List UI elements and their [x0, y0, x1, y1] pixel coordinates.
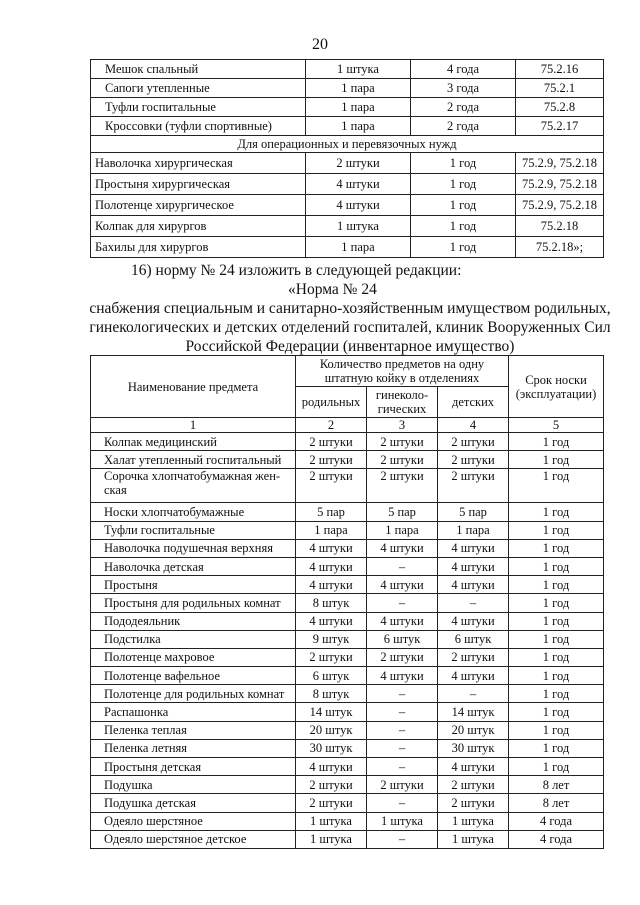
reference-cell: 75.2.1: [516, 79, 604, 98]
gynecology-qty-cell: 5 пар: [367, 503, 438, 521]
item-name-cell: Подушка детская: [91, 794, 296, 812]
table-row: [91, 739, 604, 757]
table-row: [91, 648, 604, 666]
term-cell: 3 года: [411, 79, 516, 98]
gynecology-qty-cell: –: [367, 594, 438, 612]
item-name-cell: Сорочка хлопчатобумажная жен-ская: [91, 469, 296, 503]
table-row: [91, 153, 604, 174]
maternity-qty-cell: 9 штук: [296, 630, 367, 648]
maternity-qty-cell: 4 штуки: [296, 576, 367, 594]
section-title: Для операционных и перевязочных нужд: [91, 136, 604, 153]
quantity-cell: 4 штуки: [306, 174, 411, 195]
term-cell: 1 год: [509, 739, 604, 757]
norm-subtitle: [80, 299, 620, 356]
item-name-cell: Туфли госпитальные: [91, 98, 306, 117]
maternity-qty-cell: 2 штуки: [296, 776, 367, 794]
children-qty-cell: 2 штуки: [438, 776, 509, 794]
gynecology-qty-cell: –: [367, 794, 438, 812]
table-row: [91, 830, 604, 848]
children-qty-cell: 20 штук: [438, 721, 509, 739]
gynecology-qty-cell: 4 штуки: [367, 539, 438, 557]
term-cell: 1 год: [509, 451, 604, 469]
maternity-qty-cell: 8 штук: [296, 594, 367, 612]
gynecology-qty-cell: 4 штуки: [367, 612, 438, 630]
item-name-cell: Полотенце для родильных комнат: [91, 685, 296, 703]
maternity-qty-cell: 8 штук: [296, 685, 367, 703]
children-qty-cell: 4 штуки: [438, 539, 509, 557]
term-cell: 1 год: [509, 503, 604, 521]
maternity-qty-cell: 6 штук: [296, 667, 367, 685]
table-row: [91, 503, 604, 521]
header-row: [91, 356, 604, 387]
table-row: [91, 451, 604, 469]
norm-subtitle-line: гинекологических и детских отделений госпиталей, клиник Вооруженных Сил: [89, 319, 611, 336]
gynecology-qty-cell: 2 штуки: [367, 433, 438, 451]
item-name-cell: Простыня хирургическая: [91, 174, 306, 195]
item-name-cell: Одеяло шерстяное детское: [91, 830, 296, 848]
table-row: [91, 98, 604, 117]
children-qty-cell: 14 штук: [438, 703, 509, 721]
header-gynecology: [367, 387, 438, 418]
term-cell: 1 год: [509, 433, 604, 451]
term-cell: 1 год: [509, 667, 604, 685]
gynecology-qty-cell: 2 штуки: [367, 648, 438, 666]
maternity-qty-cell: 2 штуки: [296, 451, 367, 469]
term-cell: 2 года: [411, 98, 516, 117]
maternity-qty-cell: 20 штук: [296, 721, 367, 739]
maternity-qty-cell: 1 пара: [296, 521, 367, 539]
table-row: [91, 539, 604, 557]
children-qty-cell: 4 штуки: [438, 667, 509, 685]
children-qty-cell: 4 штуки: [438, 557, 509, 575]
term-cell: 1 год: [411, 216, 516, 237]
gynecology-qty-cell: 2 штуки: [367, 776, 438, 794]
quantity-cell: 1 пара: [306, 98, 411, 117]
quantity-cell: 1 пара: [306, 237, 411, 258]
reference-cell: 75.2.16: [516, 60, 604, 79]
item-name-cell: Пододеяльник: [91, 612, 296, 630]
item-name-cell: Мешок спальный: [91, 60, 306, 79]
reference-cell: 75.2.9, 75.2.18: [516, 153, 604, 174]
term-cell: 4 года: [509, 812, 604, 830]
children-qty-cell: –: [438, 685, 509, 703]
term-cell: 1 год: [509, 721, 604, 739]
children-qty-cell: 2 штуки: [438, 451, 509, 469]
header-item-name: Наименование предмета: [91, 356, 296, 418]
term-cell: 1 год: [411, 237, 516, 258]
table-row: [91, 612, 604, 630]
item-name-cell: Бахилы для хирургов: [91, 237, 306, 258]
maternity-qty-cell: 1 штука: [296, 812, 367, 830]
children-qty-cell: 2 штуки: [438, 794, 509, 812]
term-cell: 1 год: [509, 630, 604, 648]
children-qty-cell: 6 штук: [438, 630, 509, 648]
norm-title: «Норма № 24: [288, 281, 377, 298]
gynecology-qty-cell: –: [367, 758, 438, 776]
item-name-cell: Колпак для хирургов: [91, 216, 306, 237]
table-row: [91, 758, 604, 776]
item-name-cell: Полотенце махровое: [91, 648, 296, 666]
gynecology-qty-cell: 4 штуки: [367, 576, 438, 594]
item-name-cell: Распашонка: [91, 703, 296, 721]
item-name-cell: Полотенце хирургическое: [91, 195, 306, 216]
term-cell: 1 год: [509, 469, 604, 503]
children-qty-cell: 4 штуки: [438, 576, 509, 594]
term-cell: 1 год: [509, 648, 604, 666]
table-row: [91, 195, 604, 216]
item-name-cell: Подушка: [91, 776, 296, 794]
children-qty-cell: 2 штуки: [438, 469, 509, 503]
header-gyn-line: гических: [377, 402, 427, 416]
item-name-cell: Халат утепленный госпитальный: [91, 451, 296, 469]
column-index: 3: [367, 418, 438, 433]
table-row: [91, 721, 604, 739]
gynecology-qty-cell: 1 штука: [367, 812, 438, 830]
children-qty-cell: 1 штука: [438, 812, 509, 830]
quantity-cell: 1 штука: [306, 216, 411, 237]
children-qty-cell: 1 штука: [438, 830, 509, 848]
gynecology-qty-cell: 6 штук: [367, 630, 438, 648]
amendment-paragraph: 16) норму № 24 изложить в следующей редакции:: [131, 262, 462, 279]
term-cell: 1 год: [509, 557, 604, 575]
children-qty-cell: 4 штуки: [438, 758, 509, 776]
children-qty-cell: 5 пар: [438, 503, 509, 521]
table-row: [91, 776, 604, 794]
page-number: 20: [312, 36, 328, 53]
gynecology-qty-cell: –: [367, 830, 438, 848]
term-cell: 1 год: [509, 594, 604, 612]
term-cell: 8 лет: [509, 776, 604, 794]
table-row: [91, 216, 604, 237]
maternity-qty-cell: 4 штуки: [296, 539, 367, 557]
term-cell: 1 год: [411, 174, 516, 195]
item-name-cell: Полотенце вафельное: [91, 667, 296, 685]
term-cell: 1 год: [509, 576, 604, 594]
term-cell: 4 года: [509, 830, 604, 848]
norm-24-table: [90, 355, 604, 849]
reference-cell: 75.2.17: [516, 117, 604, 136]
term-cell: 2 года: [411, 117, 516, 136]
header-term-line: Срок носки: [525, 372, 587, 387]
table-row: [91, 469, 604, 503]
header-qty-line: Количество предметов на одну: [319, 357, 485, 371]
item-name-cell: Простыня для родильных комнат: [91, 594, 296, 612]
term-cell: 1 год: [509, 612, 604, 630]
item-name-cell: Наволочка детская: [91, 557, 296, 575]
item-name-cell: Наволочка подушечная верхняя: [91, 539, 296, 557]
table-row: [91, 576, 604, 594]
header-children: детских: [438, 387, 509, 418]
reference-cell: 75.2.8: [516, 98, 604, 117]
table-row: [91, 630, 604, 648]
section-row: [91, 136, 604, 153]
table-row: [91, 237, 604, 258]
gynecology-qty-cell: –: [367, 739, 438, 757]
column-index: 5: [509, 418, 604, 433]
maternity-qty-cell: 2 штуки: [296, 794, 367, 812]
table-row: [91, 433, 604, 451]
quantity-cell: 1 пара: [306, 117, 411, 136]
table-row: [91, 117, 604, 136]
column-index-row: [91, 418, 604, 433]
item-name-cell: Одеяло шерстяное: [91, 812, 296, 830]
maternity-qty-cell: 2 штуки: [296, 433, 367, 451]
item-name-cell: Кроссовки (туфли спортивные): [91, 117, 306, 136]
header-maternity: родильных: [296, 387, 367, 418]
reference-cell: 75.2.18»;: [516, 237, 604, 258]
quantity-cell: 1 штука: [306, 60, 411, 79]
norm-subtitle-line: снабжения специальным и санитарно-хозяйственным имуществом родильных,: [89, 300, 611, 317]
table-row: [91, 174, 604, 195]
table-row: [91, 685, 604, 703]
table-row: [91, 794, 604, 812]
table-row: [91, 594, 604, 612]
term-cell: 8 лет: [509, 794, 604, 812]
maternity-qty-cell: 4 штуки: [296, 612, 367, 630]
header-qty-line: штатную койку в отделениях: [324, 371, 480, 385]
maternity-qty-cell: 4 штуки: [296, 557, 367, 575]
children-qty-cell: –: [438, 594, 509, 612]
gynecology-qty-cell: 4 штуки: [367, 667, 438, 685]
gynecology-qty-cell: –: [367, 721, 438, 739]
maternity-qty-cell: 30 штук: [296, 739, 367, 757]
term-cell: 1 год: [411, 195, 516, 216]
item-name-cell: Туфли госпитальные: [91, 521, 296, 539]
quantity-cell: 1 пара: [306, 79, 411, 98]
header-term: [509, 356, 604, 418]
item-name-cell: Колпак медицинский: [91, 433, 296, 451]
table-row: [91, 79, 604, 98]
gynecology-qty-cell: 2 штуки: [367, 469, 438, 503]
quantity-cell: 4 штуки: [306, 195, 411, 216]
reference-cell: 75.2.18: [516, 216, 604, 237]
children-qty-cell: 2 штуки: [438, 433, 509, 451]
reference-cell: 75.2.9, 75.2.18: [516, 195, 604, 216]
children-qty-cell: 4 штуки: [438, 612, 509, 630]
gynecology-qty-cell: 2 штуки: [367, 451, 438, 469]
column-index: 4: [438, 418, 509, 433]
column-index: 1: [91, 418, 296, 433]
header-gyn-line: гинеколо-: [375, 388, 429, 402]
norm-subtitle-line: Российской Федерации (инвентарное имущество): [185, 338, 515, 355]
item-name-cell: Простыня: [91, 576, 296, 594]
table-row: [91, 60, 604, 79]
item-name-cell: Наволочка хирургическая: [91, 153, 306, 174]
term-cell: 1 год: [411, 153, 516, 174]
clothing-norms-table: [90, 59, 604, 258]
table-row: [91, 521, 604, 539]
table-row: [91, 667, 604, 685]
table-row: [91, 812, 604, 830]
maternity-qty-cell: 2 штуки: [296, 648, 367, 666]
gynecology-qty-cell: –: [367, 703, 438, 721]
term-cell: 1 год: [509, 758, 604, 776]
maternity-qty-cell: 2 штуки: [296, 469, 367, 503]
children-qty-cell: 2 штуки: [438, 648, 509, 666]
term-cell: 1 год: [509, 539, 604, 557]
item-name-cell: Носки хлопчатобумажные: [91, 503, 296, 521]
term-cell: 1 год: [509, 521, 604, 539]
maternity-qty-cell: 1 штука: [296, 830, 367, 848]
table-row: [91, 703, 604, 721]
header-term-line: (эксплуатации): [515, 386, 597, 401]
item-name-cell: Подстилка: [91, 630, 296, 648]
item-name-cell: Пеленка теплая: [91, 721, 296, 739]
gynecology-qty-cell: –: [367, 557, 438, 575]
table-row: [91, 557, 604, 575]
maternity-qty-cell: 4 штуки: [296, 758, 367, 776]
gynecology-qty-cell: –: [367, 685, 438, 703]
header-qty-group: [296, 356, 509, 387]
item-name-cell: Пеленка летняя: [91, 739, 296, 757]
maternity-qty-cell: 14 штук: [296, 703, 367, 721]
reference-cell: 75.2.9, 75.2.18: [516, 174, 604, 195]
item-name-cell: Сапоги утепленные: [91, 79, 306, 98]
quantity-cell: 2 штуки: [306, 153, 411, 174]
term-cell: 1 год: [509, 685, 604, 703]
term-cell: 4 года: [411, 60, 516, 79]
children-qty-cell: 30 штук: [438, 739, 509, 757]
column-index: 2: [296, 418, 367, 433]
gynecology-qty-cell: 1 пара: [367, 521, 438, 539]
maternity-qty-cell: 5 пар: [296, 503, 367, 521]
children-qty-cell: 1 пара: [438, 521, 509, 539]
term-cell: 1 год: [509, 703, 604, 721]
item-name-cell: Простыня детская: [91, 758, 296, 776]
